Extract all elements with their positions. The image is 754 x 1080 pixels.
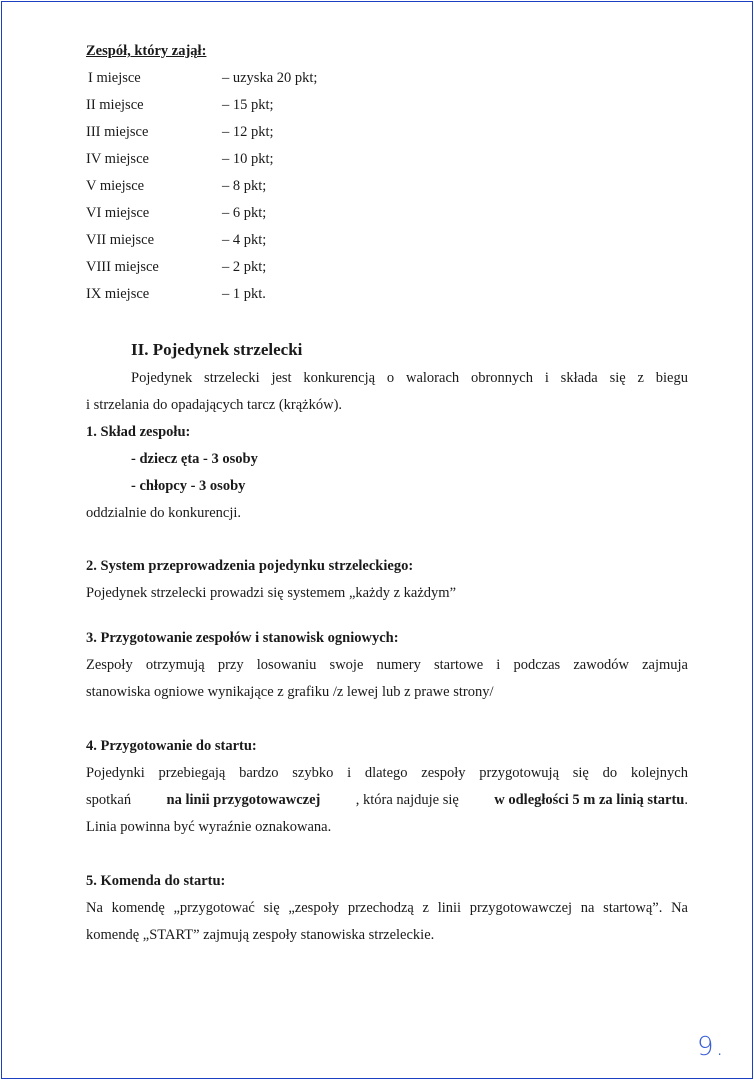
point-2-title: 2. System przeprowadzenia pojedynku strzeleckiego: <box>86 558 414 574</box>
team-composition-item: - dziecz ęta - 3 osoby <box>131 451 258 467</box>
teams-heading: Zespół, który zajął: <box>86 43 207 59</box>
ranking-place: II miejsce <box>86 97 144 113</box>
point-1-title: 1. Skład zespołu: <box>86 424 191 440</box>
point-5-title: 5. Komenda do startu: <box>86 873 226 889</box>
ranking-points: – 12 pkt; <box>222 124 274 140</box>
point-5-line-2: komendę „START” zajmują zespoły stanowiska strzeleckie. <box>86 927 435 943</box>
ranking-points: – 8 pkt; <box>222 178 267 194</box>
intro-line-2: i strzelania do opadających tarcz (krążków). <box>86 397 343 413</box>
page-number: 9. <box>697 1032 726 1062</box>
ranking-place: VI miejsce <box>86 205 150 221</box>
point-3-line-2: stanowiska ogniowe wynikające z grafiku /z lewej lub z prawe strony/ <box>86 684 494 700</box>
point-1-note: oddzialnie do konkurencji. <box>86 505 242 521</box>
point-3-title: 3. Przygotowanie zespołów i stanowisk ogniowych: <box>86 630 399 646</box>
point-4-emphasis: w odległości 5 m za linią startu <box>494 792 685 808</box>
ranking-place: VIII miejsce <box>86 259 159 275</box>
point-4-text: spotkań <box>86 792 132 808</box>
point-4-text: . <box>684 792 688 808</box>
ranking-points: – uzyska 20 pkt; <box>222 70 318 86</box>
point-4-title: 4. Przygotowanie do startu: <box>86 738 257 754</box>
point-5-line-1: Na komendę „przygotować się „zespoły przechodzą z linii przygotowawczej na startową”. Na <box>86 900 688 916</box>
intro-line-1: Pojedynek strzelecki jest konkurencją o walorach obronnych i składa się z biegu <box>131 370 688 386</box>
ranking-points: – 2 pkt; <box>222 259 267 275</box>
ranking-place: VII miejsce <box>86 232 155 248</box>
ranking-place: I miejsce <box>88 70 141 86</box>
ranking-points: – 1 pkt. <box>222 286 266 302</box>
ranking-points: – 10 pkt; <box>222 151 274 167</box>
point-4-line-1: Pojedynki przebiegają bardzo szybko i dlatego zespoły przygotowują się do kolejnych <box>86 765 688 781</box>
ranking-points: – 15 pkt; <box>222 97 274 113</box>
team-composition-item: - chłopcy - 3 osoby <box>131 478 246 494</box>
point-4-emphasis-group <box>494 792 688 809</box>
ranking-points: – 6 pkt; <box>222 205 267 221</box>
section-title: II. Pojedynek strzelecki <box>131 340 303 359</box>
ranking-place: III miejsce <box>86 124 149 140</box>
ranking-place: V miejsce <box>86 178 145 194</box>
point-4-line-3: Linia powinna być wyraźnie oznakowana. <box>86 819 332 835</box>
point-2-text: Pojedynek strzelecki prowadzi się systemem „każdy z każdym” <box>86 585 457 601</box>
ranking-place: IX miejsce <box>86 286 150 302</box>
ranking-points: – 4 pkt; <box>222 232 267 248</box>
point-4-line-2 <box>86 792 688 809</box>
point-4-emphasis: na linii przygotowawczej <box>166 792 321 808</box>
point-4-text: , która najduje się <box>355 792 459 808</box>
point-3-line-1: Zespoły otrzymują przy losowaniu swoje numery startowe i podczas zawodów zajmuja <box>86 657 688 673</box>
ranking-place: IV miejsce <box>86 151 149 167</box>
